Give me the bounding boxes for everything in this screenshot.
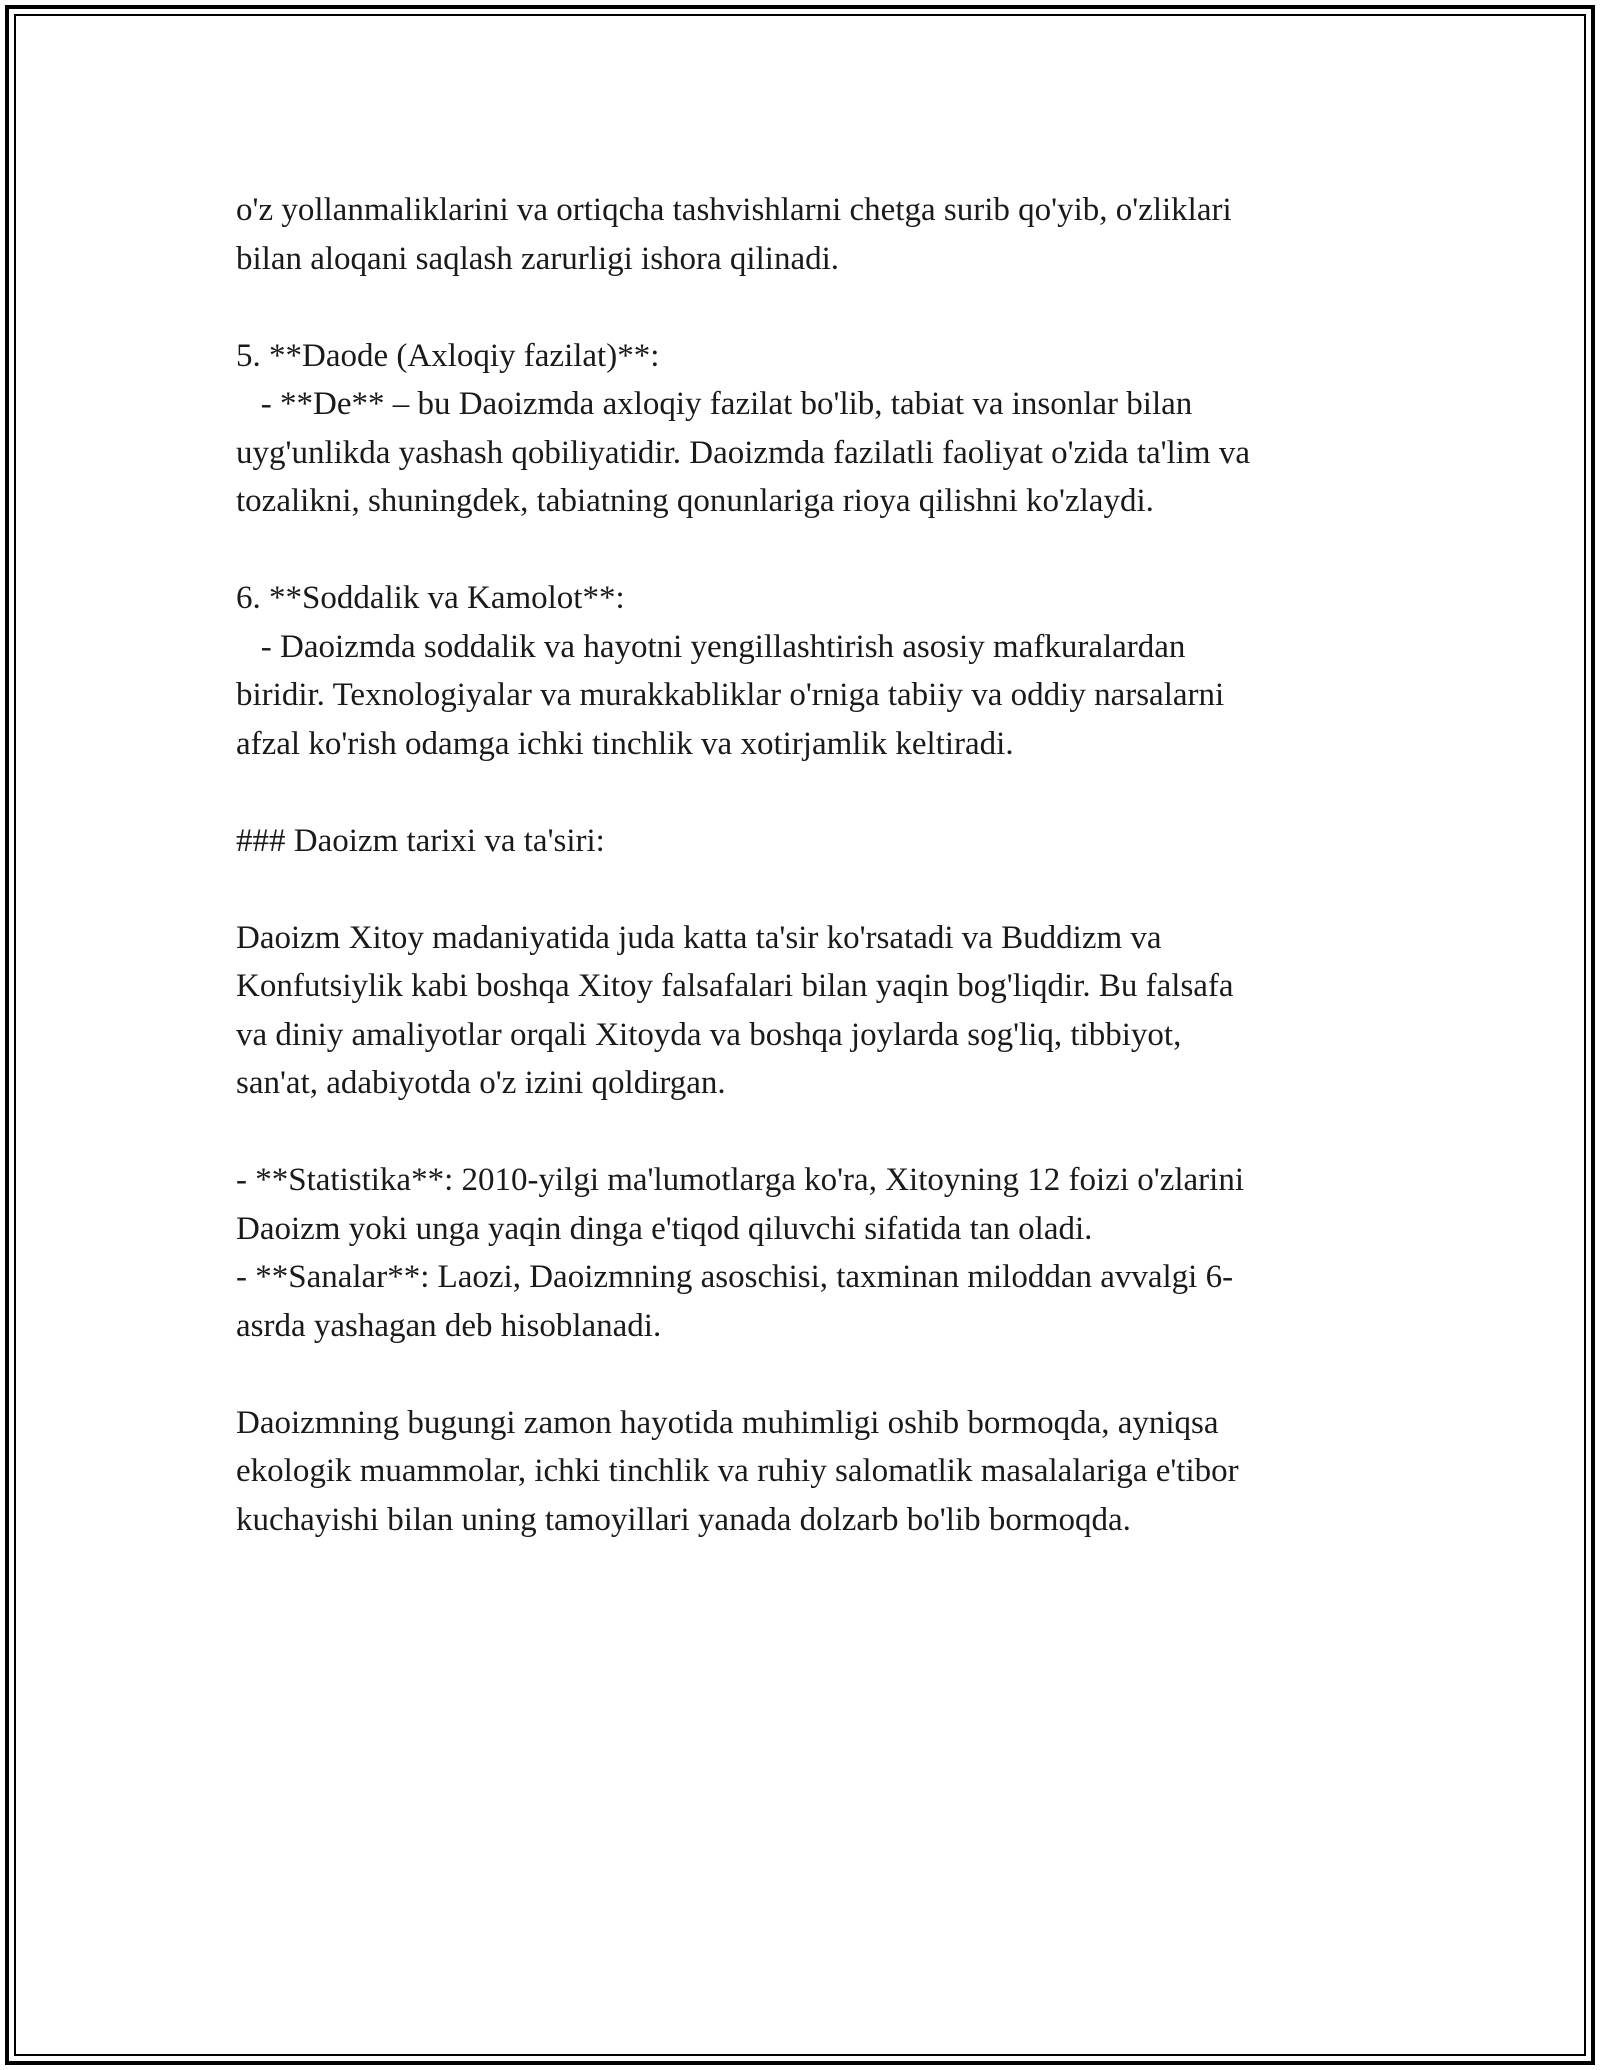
section-heading-daode: 5. **Daode (Axloqiy fazilat)**:: [236, 337, 660, 374]
text-line: Daoizmning bugungi zamon hayotida muhimligi oshib bormoqda, ayniqsa: [236, 1404, 1219, 1441]
text-line: afzal ko'rish odamga ichki tinchlik va xotirjamlik keltiradi.: [236, 725, 1014, 762]
paragraph-gap: [236, 283, 1376, 332]
text-line: bilan aloqani saqlash zarurligi ishora qilinadi.: [236, 240, 840, 277]
section-heading-soddalik: 6. **Soddalik va Kamolot**:: [236, 580, 625, 616]
text-line: - Daoizmda soddalik va hayotni yengillashtirish asosiy mafkuralardan: [236, 628, 1186, 665]
text-line: tozalikni, shuningdek, tabiatning qonunlariga rioya qilishni ko'zlaydi.: [236, 483, 1154, 519]
list-item-statistika: - **Statistika**: 2010-yilgi ma'lumotlarga ko'ra, Xitoyning 12 foizi o'zlarini: [236, 1162, 1244, 1198]
text-line: uyg'unlikda yashash qobiliyatidir. Daoizmda fazilatli faoliyat o'zida ta'lim va: [236, 434, 1250, 471]
list-item-sanalar: - **Sanalar**: Laozi, Daoizmning asoschisi, taxminan miloddan avvalgi 6-: [236, 1259, 1234, 1295]
text-line: asrda yashagan deb hisoblanadi.: [236, 1307, 662, 1344]
text-line: Daoizm Xitoy madaniyatida juda katta ta'sir ko'rsatadi va Buddizm va: [236, 919, 1162, 956]
paragraph-gap: [236, 1350, 1376, 1399]
text-line: ekologik muammolar, ichki tinchlik va ruhiy salomatlik masalalariga e'tibor: [236, 1453, 1239, 1489]
text-line: san'at, adabiyotda o'z izini qoldirgan.: [236, 1065, 726, 1101]
section-heading-tarixi: ### Daoizm tarixi va ta'siri:: [236, 822, 605, 859]
text-line: va diniy amaliyotlar orqali Xitoyda va boshqa joylarda sog'liq, tibbiyot,: [236, 1016, 1182, 1053]
text-line: kuchayishi bilan uning tamoyillari yanada dolzarb bo'lib bormoqda.: [236, 1501, 1131, 1538]
document-body: [236, 186, 1376, 1544]
text-line: biridir. Texnologiyalar va murakkabliklar o'rniga tabiiy va oddiy narsalarni: [236, 677, 1225, 713]
paragraph-gap: [236, 1108, 1376, 1157]
paragraph-gap: [236, 526, 1376, 575]
paragraph-gap: [236, 768, 1376, 817]
text-line: Konfutsiylik kabi boshqa Xitoy falsafalari bilan yaqin bog'liqdir. Bu falsafa: [236, 968, 1234, 1004]
text-line: - **De** – bu Daoizmda axloqiy fazilat bo'lib, tabiat va insonlar bilan: [236, 386, 1193, 422]
paragraph-gap: [236, 865, 1376, 914]
text-line: o'z yollanmaliklarini va ortiqcha tashvishlarni chetga surib qo'yib, o'zliklari: [236, 192, 1232, 228]
text-line: Daoizm yoki unga yaqin dinga e'tiqod qiluvchi sifatida tan oladi.: [236, 1210, 1093, 1247]
